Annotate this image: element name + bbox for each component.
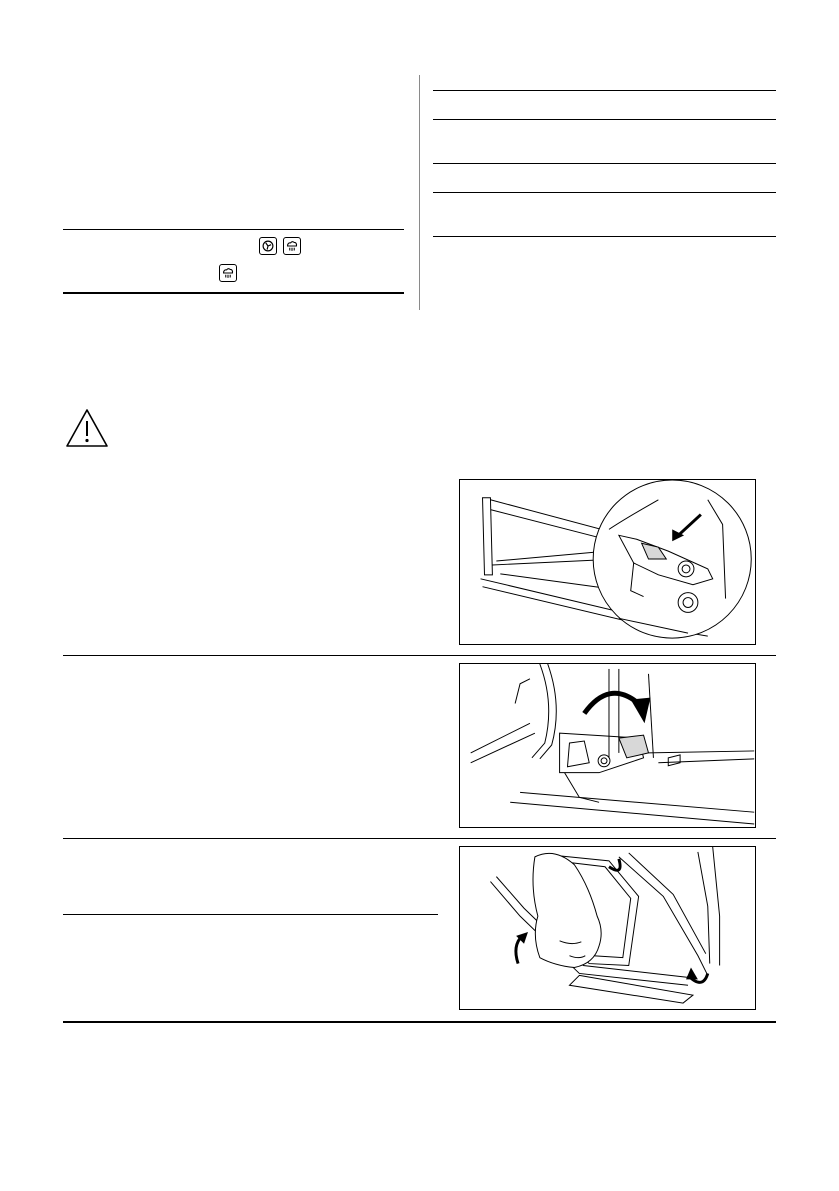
figure-hinge-lever-rotate bbox=[459, 663, 756, 828]
right-table-rule-2 bbox=[433, 119, 776, 120]
left-table-top-rule bbox=[63, 229, 404, 230]
right-table-rule-1 bbox=[433, 90, 776, 91]
fan-heating-icon bbox=[259, 237, 277, 255]
right-table-rule-5 bbox=[433, 236, 776, 237]
step-divider-3 bbox=[63, 914, 438, 915]
steam-cloud-icon bbox=[219, 264, 237, 282]
step-divider-2 bbox=[63, 838, 776, 839]
figure-hinge-lever-detail bbox=[459, 479, 756, 645]
right-table-rule-4 bbox=[433, 192, 776, 193]
warning-triangle-icon bbox=[65, 408, 109, 448]
right-table-rule-3 bbox=[433, 163, 776, 164]
section-bottom-rule bbox=[63, 1021, 776, 1023]
steam-cloud-icon bbox=[283, 237, 301, 255]
column-divider bbox=[419, 75, 420, 310]
figure-door-lift-off bbox=[459, 846, 756, 1010]
left-table-bottom-rule bbox=[63, 292, 404, 294]
step-divider-1 bbox=[63, 655, 776, 656]
